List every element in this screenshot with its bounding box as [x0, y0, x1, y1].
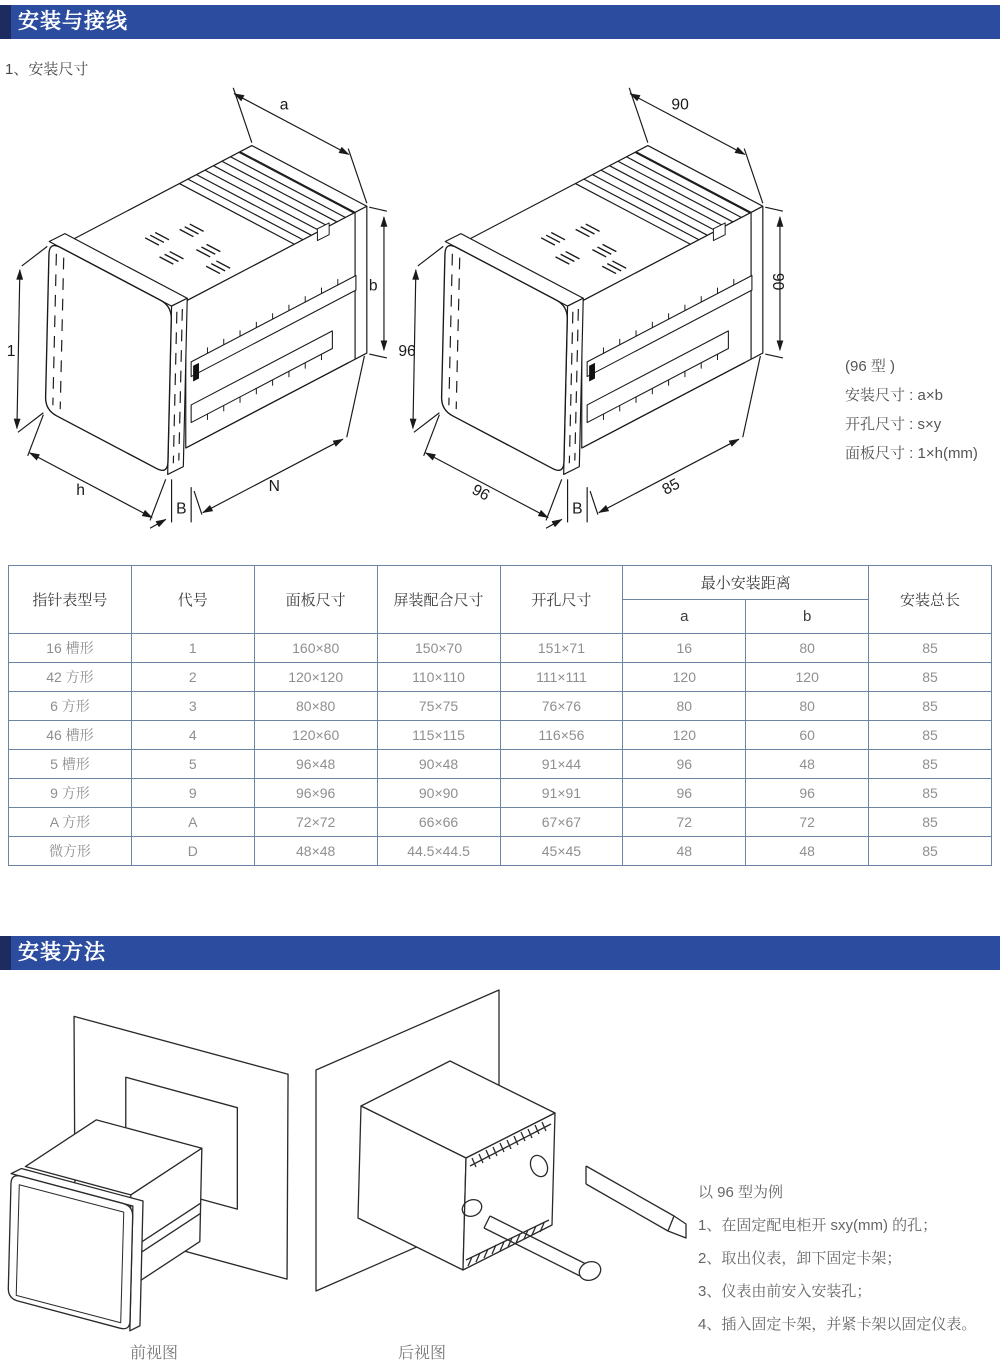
- table-cell: 85: [869, 634, 992, 663]
- section-title: 安装与接线: [18, 10, 128, 33]
- spec-table: [8, 565, 992, 866]
- table-row: [9, 692, 992, 721]
- svg-text:96: 96: [398, 343, 416, 360]
- table-cell: 85: [869, 837, 992, 866]
- table-cell: 90×48: [377, 750, 500, 779]
- table-cell: 85: [869, 779, 992, 808]
- table-cell: 96: [623, 779, 746, 808]
- table-cell: 96: [746, 779, 869, 808]
- table-cell: D: [131, 837, 254, 866]
- table-cell: 1: [131, 634, 254, 663]
- table-cell: 151×71: [500, 634, 623, 663]
- front-view-caption: 前视图: [130, 1345, 179, 1362]
- section-header-install-wiring: [0, 5, 1000, 39]
- table-cell: 72×72: [254, 808, 377, 837]
- table-cell: 85: [869, 808, 992, 837]
- table-cell: 96×48: [254, 750, 377, 779]
- spec-note-line: (96 型 ): [845, 358, 896, 375]
- clamp-rail-upper: [586, 1166, 686, 1238]
- spec-table-body: [9, 634, 992, 866]
- table-cell: 5 槽形: [9, 750, 132, 779]
- table-cell: 42 方形: [9, 663, 132, 692]
- table-cell: 4: [131, 721, 254, 750]
- table-cell: 85: [869, 692, 992, 721]
- table-cell: 46 槽形: [9, 721, 132, 750]
- install-step: 2、取出仪表，卸下固定卡架；: [698, 1250, 902, 1267]
- table-cell: 150×70: [377, 634, 500, 663]
- iso-drawing-96: [398, 80, 790, 540]
- table-cell: 44.5×44.5: [377, 837, 500, 866]
- install-steps: [698, 1209, 976, 1341]
- table-cell: 80×80: [254, 692, 377, 721]
- table-cell: 96: [623, 750, 746, 779]
- svg-text:a: a: [279, 96, 289, 114]
- sub-label-install-dimensions: 1、安装尺寸: [5, 61, 89, 78]
- table-cell: 16 槽形: [9, 634, 132, 663]
- svg-text:85: 85: [659, 475, 683, 499]
- front-view-drawing: [5, 988, 350, 1343]
- svg-text:b: b: [368, 277, 378, 295]
- svg-text:1: 1: [6, 343, 16, 360]
- table-cell: 120: [623, 663, 746, 692]
- table-cell: 48: [623, 837, 746, 866]
- svg-text:h: h: [76, 481, 85, 499]
- install-example-title: 以 96 型为例: [698, 1184, 784, 1201]
- col-header-b: b: [746, 600, 869, 634]
- table-cell: 80: [746, 692, 869, 721]
- col-header-min-distance: 最小安装距离: [623, 566, 869, 600]
- table-cell: 6 方形: [9, 692, 132, 721]
- table-cell: 5: [131, 750, 254, 779]
- table-row: [9, 837, 992, 866]
- rear-view-drawing: [300, 988, 700, 1298]
- table-cell: 110×110: [377, 663, 500, 692]
- table-cell: 75×75: [377, 692, 500, 721]
- install-step: 4、插入固定卡架，并紧卡架以固定仪表。: [698, 1316, 977, 1333]
- col-header-hole-size: 开孔尺寸: [500, 566, 623, 634]
- svg-text:90: 90: [769, 272, 787, 291]
- table-row: [9, 663, 992, 692]
- table-cell: 60: [746, 721, 869, 750]
- table-cell: 16: [623, 634, 746, 663]
- table-row: [9, 634, 992, 663]
- table-cell: 80: [623, 692, 746, 721]
- table-cell: 72: [623, 808, 746, 837]
- table-cell: 120×60: [254, 721, 377, 750]
- table-cell: 96×96: [254, 779, 377, 808]
- col-header-panel-size: 面板尺寸: [254, 566, 377, 634]
- table-cell: 120×120: [254, 663, 377, 692]
- rear-view-caption: 后视图: [398, 1345, 447, 1362]
- table-cell: 66×66: [377, 808, 500, 837]
- table-cell: 67×67: [500, 808, 623, 837]
- col-header-model: 指针表型号: [9, 566, 132, 634]
- table-cell: 45×45: [500, 837, 623, 866]
- spec-note-line: 面板尺寸 : 1×h(mm): [845, 445, 978, 462]
- iso-drawing-generic: [2, 80, 394, 540]
- table-cell: 48: [746, 750, 869, 779]
- table-row: [9, 808, 992, 837]
- table-cell: 91×44: [500, 750, 623, 779]
- table-cell: 111×111: [500, 663, 623, 692]
- table-cell: 48×48: [254, 837, 377, 866]
- svg-text:96: 96: [468, 481, 493, 505]
- section-header-install-method: [0, 936, 1000, 970]
- table-cell: A 方形: [9, 808, 132, 837]
- table-cell: 9 方形: [9, 779, 132, 808]
- table-row: [9, 721, 992, 750]
- install-step: 1、在固定配电柜开 sxy(mm) 的孔；: [698, 1217, 938, 1234]
- table-row: [9, 779, 992, 808]
- table-cell: 3: [131, 692, 254, 721]
- table-cell: 120: [623, 721, 746, 750]
- table-cell: 115×115: [377, 721, 500, 750]
- spec-note: [845, 352, 978, 468]
- table-row: [9, 750, 992, 779]
- table-cell: 160×80: [254, 634, 377, 663]
- spec-table-wrap: [8, 565, 992, 866]
- install-step: 3、仪表由前安入安装孔；: [698, 1283, 872, 1300]
- table-cell: 微方形: [9, 837, 132, 866]
- svg-text:B: B: [572, 500, 583, 518]
- table-cell: 85: [869, 663, 992, 692]
- table-cell: 9: [131, 779, 254, 808]
- spec-note-line: 开孔尺寸 : s×y: [845, 416, 942, 433]
- section-title: 安装方法: [18, 941, 106, 964]
- table-cell: 72: [746, 808, 869, 837]
- table-cell: 2: [131, 663, 254, 692]
- table-cell: 85: [869, 721, 992, 750]
- table-cell: 85: [869, 750, 992, 779]
- table-cell: 90×90: [377, 779, 500, 808]
- col-header-code: 代号: [131, 566, 254, 634]
- table-cell: A: [131, 808, 254, 837]
- svg-text:N: N: [268, 478, 280, 496]
- table-cell: 120: [746, 663, 869, 692]
- svg-text:90: 90: [671, 96, 689, 114]
- col-header-a: a: [623, 600, 746, 634]
- table-cell: 76×76: [500, 692, 623, 721]
- svg-text:B: B: [176, 500, 187, 518]
- table-cell: 48: [746, 837, 869, 866]
- spec-note-line: 安装尺寸 : a×b: [845, 387, 943, 404]
- table-cell: 91×91: [500, 779, 623, 808]
- col-header-screen-fit: 屏装配合尺寸: [377, 566, 500, 634]
- col-header-total-length: 安装总长: [869, 566, 992, 634]
- table-cell: 116×56: [500, 721, 623, 750]
- table-cell: 80: [746, 634, 869, 663]
- install-instructions: [698, 1176, 976, 1341]
